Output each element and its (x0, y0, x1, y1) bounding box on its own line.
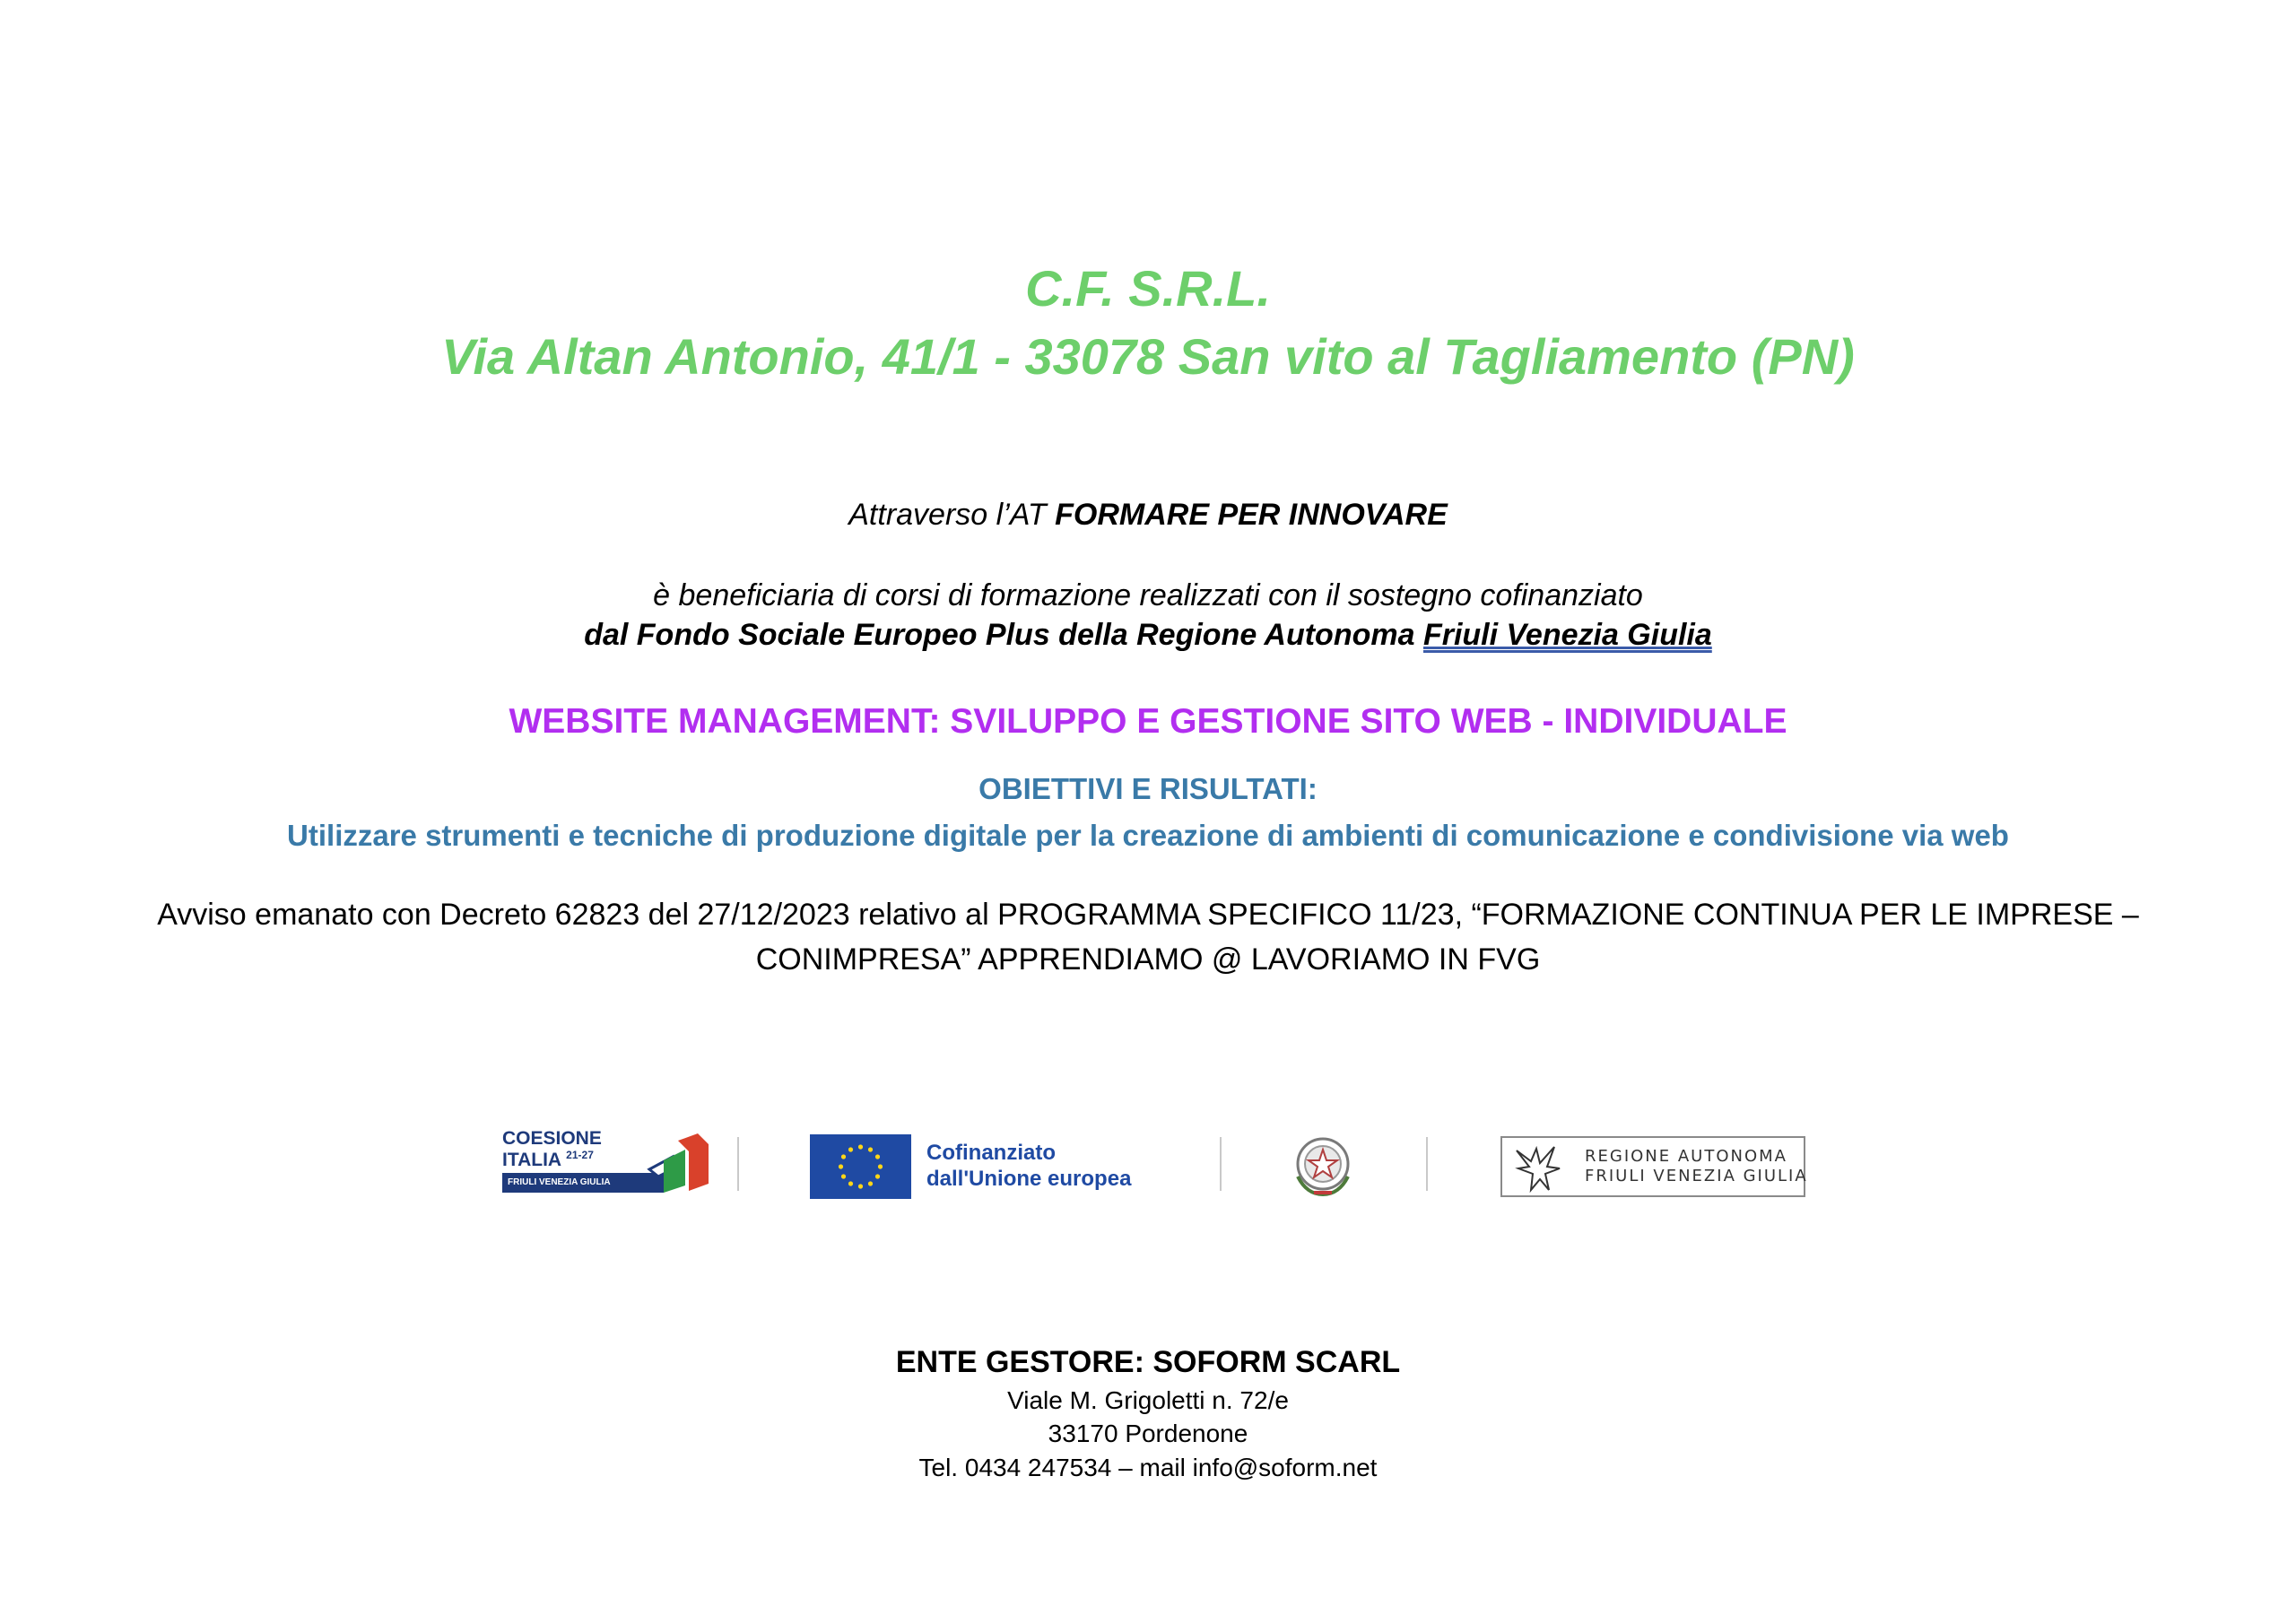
regione-line-1: REGIONE AUTONOMA (1585, 1147, 1787, 1166)
eu-flag-icon (810, 1134, 911, 1199)
objectives-text: Utilizzare strumenti e tecniche di produzione digitale per la creazione di ambienti di comunicazione e condivisione via web (287, 819, 2009, 852)
coesione-italia-logo (502, 1130, 710, 1198)
coesione-line-1: COESIONE (502, 1128, 602, 1149)
course-title: WEBSITE MANAGEMENT: SVILUPPO E GESTIONE SITO WEB - INDIVIDUALE (509, 702, 1787, 741)
notice-text: Avviso emanato con Decreto 62823 del 27/12/2023 relativo al PROGRAMMA SPECIFICO 11/23, “FORMAZIONE CONTINUA PER LE IMPRESE – CONIMPRESA” APPRENDIAMO @ LAVORIAMO IN FVG (157, 898, 2139, 977)
eu-line-2: dall'Unione europea (926, 1167, 1132, 1191)
objectives-heading: OBIETTIVI E RISULTATI: (978, 772, 1318, 805)
company-name: C.F. S.R.L. (1025, 260, 1271, 317)
ente-address: Viale M. Grigoletti n. 72/e (1007, 1386, 1289, 1414)
regione-fvg-logo (1500, 1136, 1808, 1197)
regione-line-2: FRIULI VENEZIA GIULIA (1585, 1167, 1808, 1185)
intro-prefix: Attraverso l’AT (848, 498, 1056, 532)
eagle-icon (1509, 1142, 1570, 1194)
beneficiary-fund: dal Fondo Sociale Europeo Plus della Regione Autonoma (584, 618, 1423, 652)
logo-separator (1426, 1137, 1428, 1191)
logo-separator (1220, 1137, 1222, 1191)
intro-line (0, 495, 2296, 534)
beneficiary-region-link[interactable]: Friuli Venezia Giulia (1422, 618, 1712, 652)
coesione-region-bar: FRIULI VENEZIA GIULIA (502, 1173, 664, 1193)
eu-text (926, 1140, 1131, 1192)
coesione-years: 21-27 (566, 1149, 594, 1161)
logo-separator (737, 1137, 739, 1191)
eu-line-1: Cofinanziato (926, 1141, 1056, 1165)
emblem-icon (1289, 1132, 1357, 1200)
ente-gestore-title: ENTE GESTORE: SOFORM SCARL (895, 1345, 1401, 1379)
beneficiary-line-1: è beneficiaria di corsi di formazione realizzati con il sostegno cofinanziato (653, 578, 1643, 612)
coesione-arrow-icon (646, 1133, 710, 1194)
beneficiary-line-2 (0, 615, 2296, 655)
ente-city: 33170 Pordenone (1048, 1420, 1248, 1447)
eu-cofinanced-logo (810, 1134, 1151, 1199)
ente-contact: Tel. 0434 247534 – mail info@soform.net (918, 1454, 1378, 1481)
company-address: Via Altan Antonio, 41/1 - 33078 San vito al Tagliamento (PN) (441, 328, 1855, 385)
coesione-text (502, 1130, 602, 1168)
italian-republic-emblem (1289, 1132, 1357, 1200)
coesione-line-2: ITALIA (502, 1150, 561, 1170)
intro-program: FORMARE PER INNOVARE (1055, 498, 1448, 532)
